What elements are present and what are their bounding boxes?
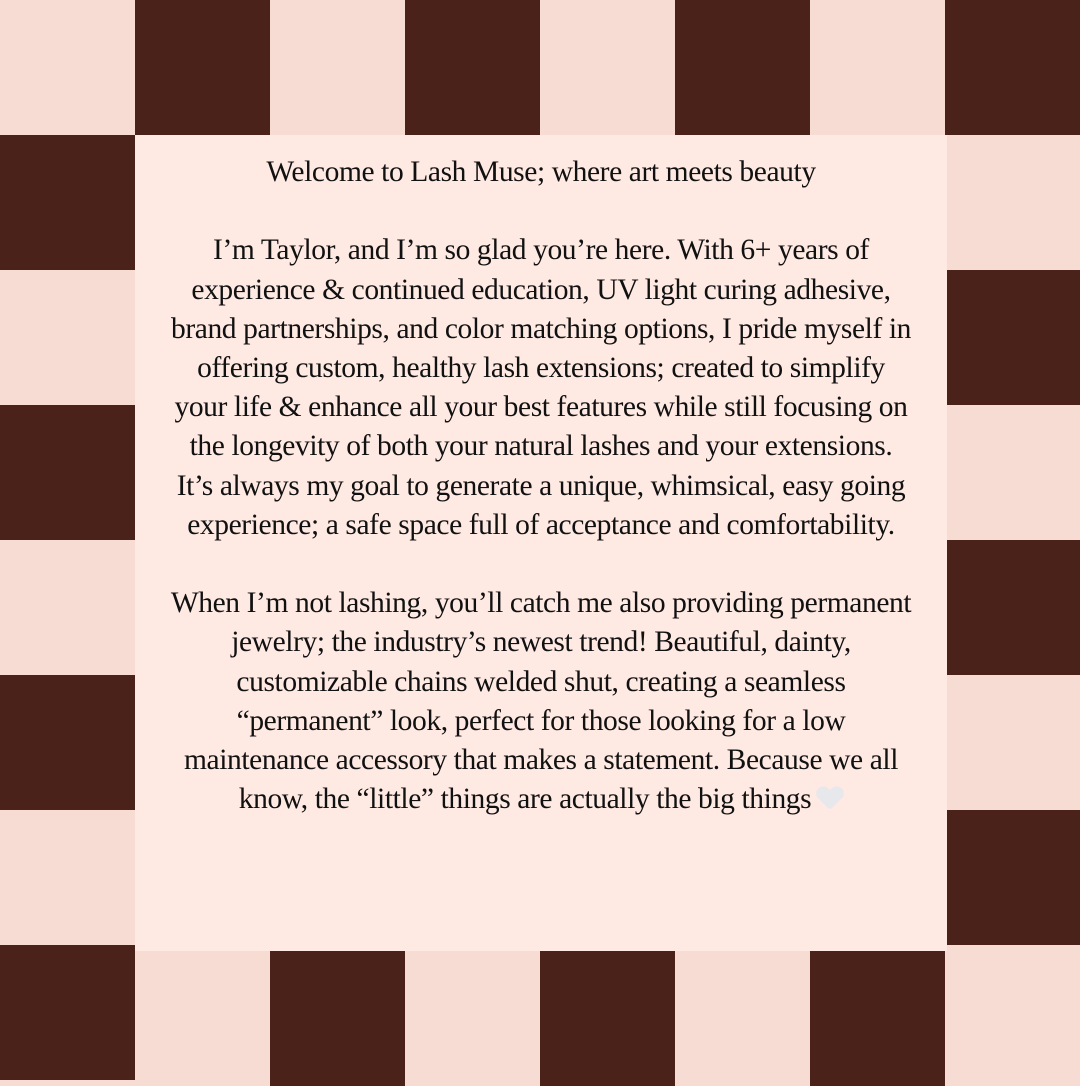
checker-square (945, 810, 1080, 945)
checker-square (0, 0, 135, 135)
intro-paragraph: I’m Taylor, and I’m so glad you’re here. With 6+ years of experience & continued education, UV light curing adhesive, brand partnerships, and color matching options, I pride myself in offering custom, healthy lash extensions; created to simplify your life & enhance all your best features while still focusing on the longevity of both your natural lashes and your extensions. It’s always my goal to generate a unique, whimsical, easy going experience; a safe space full of acceptance and comfortability. (170, 234, 911, 541)
checker-square (0, 270, 135, 405)
about-text-panel (135, 135, 947, 951)
checker-square (270, 951, 405, 1086)
checker-square (810, 951, 945, 1086)
spacer (169, 192, 913, 231)
checker-square (0, 405, 135, 540)
jewelry-paragraph (169, 584, 913, 819)
checker-square (945, 405, 1080, 540)
checker-square (945, 270, 1080, 405)
checker-square (675, 0, 810, 135)
checker-square (810, 0, 945, 135)
checker-square (0, 540, 135, 675)
checker-square (135, 945, 270, 1080)
checker-square (540, 951, 675, 1086)
checker-square (0, 135, 135, 270)
checker-square (0, 675, 135, 810)
checker-square (0, 945, 135, 1080)
checker-square (945, 945, 1080, 1080)
checker-square (945, 540, 1080, 675)
checker-square (270, 0, 405, 135)
checker-square (945, 675, 1080, 810)
checker-square (405, 951, 540, 1086)
checker-square (675, 951, 810, 1086)
white-heart-icon (817, 787, 843, 811)
checker-square (405, 0, 540, 135)
checker-square (540, 0, 675, 135)
checker-square (135, 0, 270, 135)
jewelry-paragraph-text: When I’m not lashing, you’ll catch me also providing permanent jewelry; the industry’s newest trend! Beautiful, dainty, customizable chains welded shut, creating a seamless “permanent” look, perfect for those looking for a low maintenance accessory that makes a statement. Because we all know, the “little” things are actually the big things (170, 587, 912, 816)
checker-square (945, 135, 1080, 270)
welcome-heading: Welcome to Lash Muse; where art meets beauty (266, 156, 816, 188)
checker-square (0, 810, 135, 945)
spacer (169, 545, 913, 584)
checker-square (945, 0, 1080, 135)
